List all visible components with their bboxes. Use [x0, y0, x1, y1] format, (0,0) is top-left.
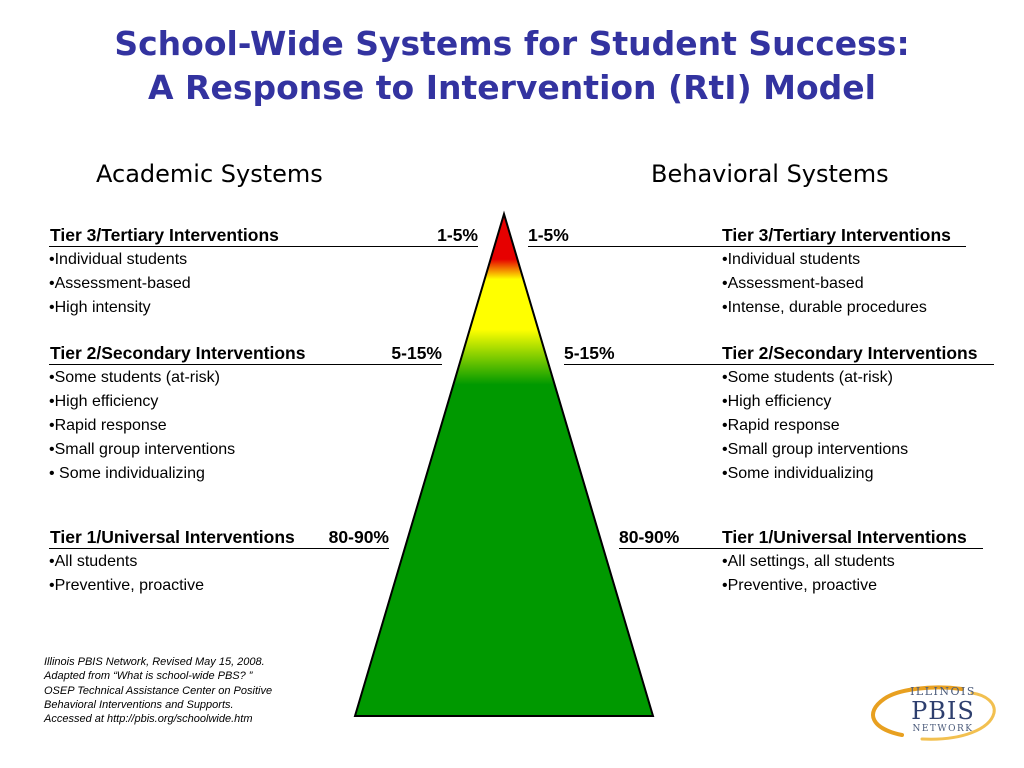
list-item: •Assessment-based — [722, 275, 864, 292]
citation-line: Adapted from “What is school-wide PBS? ” — [44, 670, 253, 683]
academic-systems-heading: Academic Systems — [96, 160, 323, 188]
behavioral-tier3-bullets — [722, 248, 927, 320]
list-item: •Small group interventions — [722, 441, 909, 458]
list-item: •High efficiency — [49, 393, 159, 410]
behavioral-tier1-percent-text: 80-90% — [619, 527, 680, 547]
academic-tier2-name: Tier 2/Secondary Interventions — [50, 343, 306, 363]
list-item: •All settings, all students — [722, 553, 895, 570]
academic-tier1-name: Tier 1/Universal Interventions — [50, 527, 295, 547]
list-item: •All students — [49, 553, 138, 570]
list-item: •Intense, durable procedures — [722, 299, 927, 316]
list-item: •Small group interventions — [49, 441, 236, 458]
list-item: •Rapid response — [49, 417, 167, 434]
title-line-1: School-Wide Systems for Student Success: — [114, 24, 910, 63]
list-item: •Preventive, proactive — [722, 577, 878, 594]
behavioral-tier1-name: Tier 1/Universal Interventions — [722, 527, 967, 547]
list-item: •Some students (at-risk) — [49, 369, 220, 386]
behavioral-tier2-percent-text: 5-15% — [564, 343, 615, 363]
list-item: •Individual students — [722, 251, 861, 268]
list-item: • Some individualizing — [49, 465, 205, 482]
list-item: •Preventive, proactive — [49, 577, 205, 594]
behavioral-systems-heading: Behavioral Systems — [651, 160, 889, 188]
citation-line: Illinois PBIS Network, Revised May 15, 2008. — [44, 656, 265, 668]
list-item: •High intensity — [49, 299, 151, 316]
citation — [44, 655, 272, 726]
academic-tier2-header — [49, 342, 442, 365]
logo-text-top: ILLINOIS — [910, 685, 976, 698]
illinois-pbis-network-logo — [862, 683, 998, 743]
citation-line: OSEP Technical Assistance Center on Positive — [44, 684, 273, 697]
behavioral-tier3-name: Tier 3/Tertiary Interventions — [722, 225, 951, 245]
academic-tier3-header — [49, 224, 478, 247]
list-item: •Assessment-based — [49, 275, 191, 292]
list-item: •Some students (at-risk) — [722, 369, 893, 386]
academic-tier3-name: Tier 3/Tertiary Interventions — [50, 225, 279, 245]
academic-tier1-bullets — [49, 550, 204, 598]
academic-tier3-percent: 1-5% — [437, 225, 478, 245]
behavioral-tier2-bullets — [722, 366, 908, 486]
behavioral-tier1-bullets — [722, 550, 895, 598]
academic-tier1-header — [49, 526, 389, 549]
logo-text-middle: PBIS — [911, 697, 975, 725]
list-item: •Rapid response — [722, 417, 840, 434]
logo-text-bottom: NETWORK — [912, 724, 974, 734]
academic-tier2-percent: 5-15% — [391, 343, 442, 363]
citation-line: Accessed at http://pbis.org/schoolwide.htm — [44, 713, 253, 726]
list-item: •High efficiency — [722, 393, 832, 410]
behavioral-tier3-percent-text: 1-5% — [528, 225, 569, 245]
list-item: •Some individualizing — [722, 465, 874, 482]
title-line-2: A Response to Intervention (RtI) Model — [148, 68, 876, 107]
behavioral-tier2-name: Tier 2/Secondary Interventions — [722, 343, 978, 363]
academic-tier2-bullets — [49, 366, 235, 486]
citation-line: Behavioral Interventions and Supports. — [44, 698, 234, 711]
academic-tier3-bullets — [49, 248, 191, 320]
academic-tier1-percent: 80-90% — [328, 527, 389, 547]
list-item: •Individual students — [49, 251, 188, 268]
pyramid-shape — [355, 214, 653, 716]
